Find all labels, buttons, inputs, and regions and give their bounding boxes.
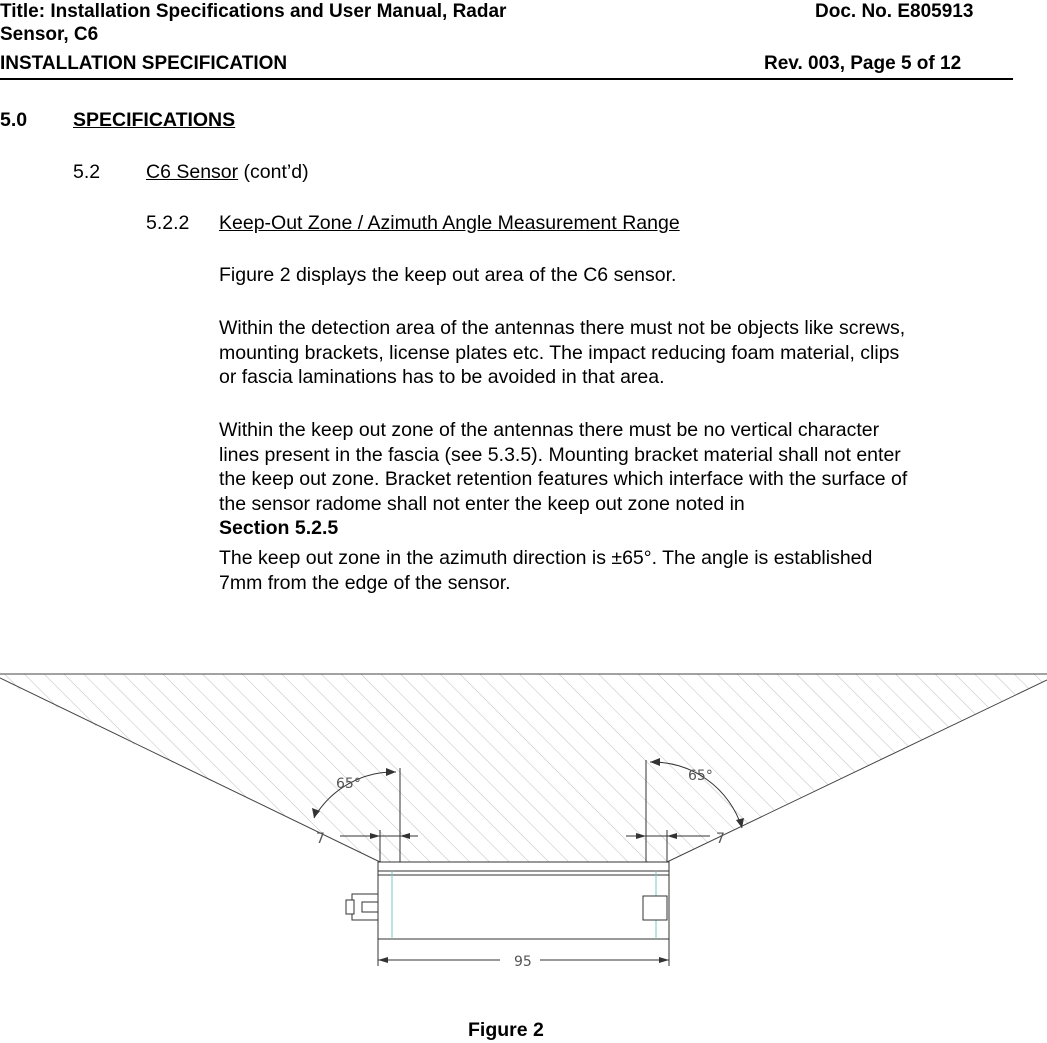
paragraph-line: the keep out zone. Bracket retention features which interface with the surface of: [219, 468, 908, 490]
paragraph-line-text: the sensor radome shall not enter the keep out zone noted in: [219, 492, 745, 515]
connector-latch: [346, 900, 354, 914]
right-offset-label: 7: [716, 831, 725, 847]
paragraph-line: Figure 2 displays the keep out area of the C6 sensor.: [219, 264, 677, 286]
header-rule: [0, 78, 1013, 80]
heading-title: SPECIFICATIONS: [73, 109, 236, 131]
sub-number: 5.2: [73, 161, 101, 183]
figure-caption: Figure 2: [468, 1019, 544, 1041]
doc-revision: Rev. 003, Page 5 of 12: [764, 53, 962, 74]
paragraph-line: Within the keep out zone of the antennas there must be no vertical character: [219, 419, 880, 441]
sub-suffix: (cont’d): [238, 161, 309, 183]
keep-out-zone-figure: [0, 650, 1047, 980]
paragraph-line-with-ref: [219, 492, 1019, 541]
paragraph-line: The keep out zone in the azimuth direction is ±65°. The angle is established: [219, 547, 873, 569]
doc-number: Doc. No. E805913: [815, 1, 974, 22]
left-angle-label: 65°: [336, 776, 361, 792]
doc-section: INSTALLATION SPECIFICATION: [0, 53, 288, 74]
sensor-radome: [378, 862, 669, 871]
paragraph-line: mounting brackets, license plates etc. The impact reducing foam material, clips: [219, 341, 900, 364]
paragraph-2: [219, 316, 1019, 390]
section-reference: Section 5.2.5: [219, 517, 339, 539]
paragraph-line: or fascia laminations has to be avoided in that area.: [219, 366, 665, 388]
left-offset-label: 7: [316, 831, 325, 847]
keep-out-zone-hatch: [0, 674, 1047, 862]
sub-title: C6 Sensor: [146, 161, 239, 183]
paragraph-line: Within the detection area of the antennas there must not be objects like screws,: [219, 317, 906, 339]
doc-title-line2: Sensor, C6: [0, 24, 99, 45]
connector-pin: [362, 902, 378, 912]
paragraph-line: lines present in the fascia (see 5.3.5). Mounting bracket material shall not enter: [219, 443, 901, 466]
width-arrow: [659, 957, 669, 963]
width-label: 95: [514, 954, 532, 970]
right-angle-label: 65°: [688, 768, 713, 784]
heading-number: 5.0: [0, 109, 28, 131]
width-arrow: [378, 957, 388, 963]
mounting-tab: [643, 896, 667, 920]
sensor-housing: [378, 871, 669, 939]
subsub-title: Keep-Out Zone / Azimuth Angle Measurement Range: [219, 212, 680, 234]
paragraph-1: [219, 263, 1019, 288]
doc-title-line1: Title: Installation Specifications and User Manual, Radar: [0, 1, 507, 22]
sub-heading: [146, 160, 309, 185]
paragraph-line: 7mm from the edge of the sensor.: [219, 571, 511, 594]
subsub-number: 5.2.2: [146, 212, 190, 234]
paragraph-3: [219, 418, 1019, 541]
paragraph-4: [219, 546, 1019, 595]
